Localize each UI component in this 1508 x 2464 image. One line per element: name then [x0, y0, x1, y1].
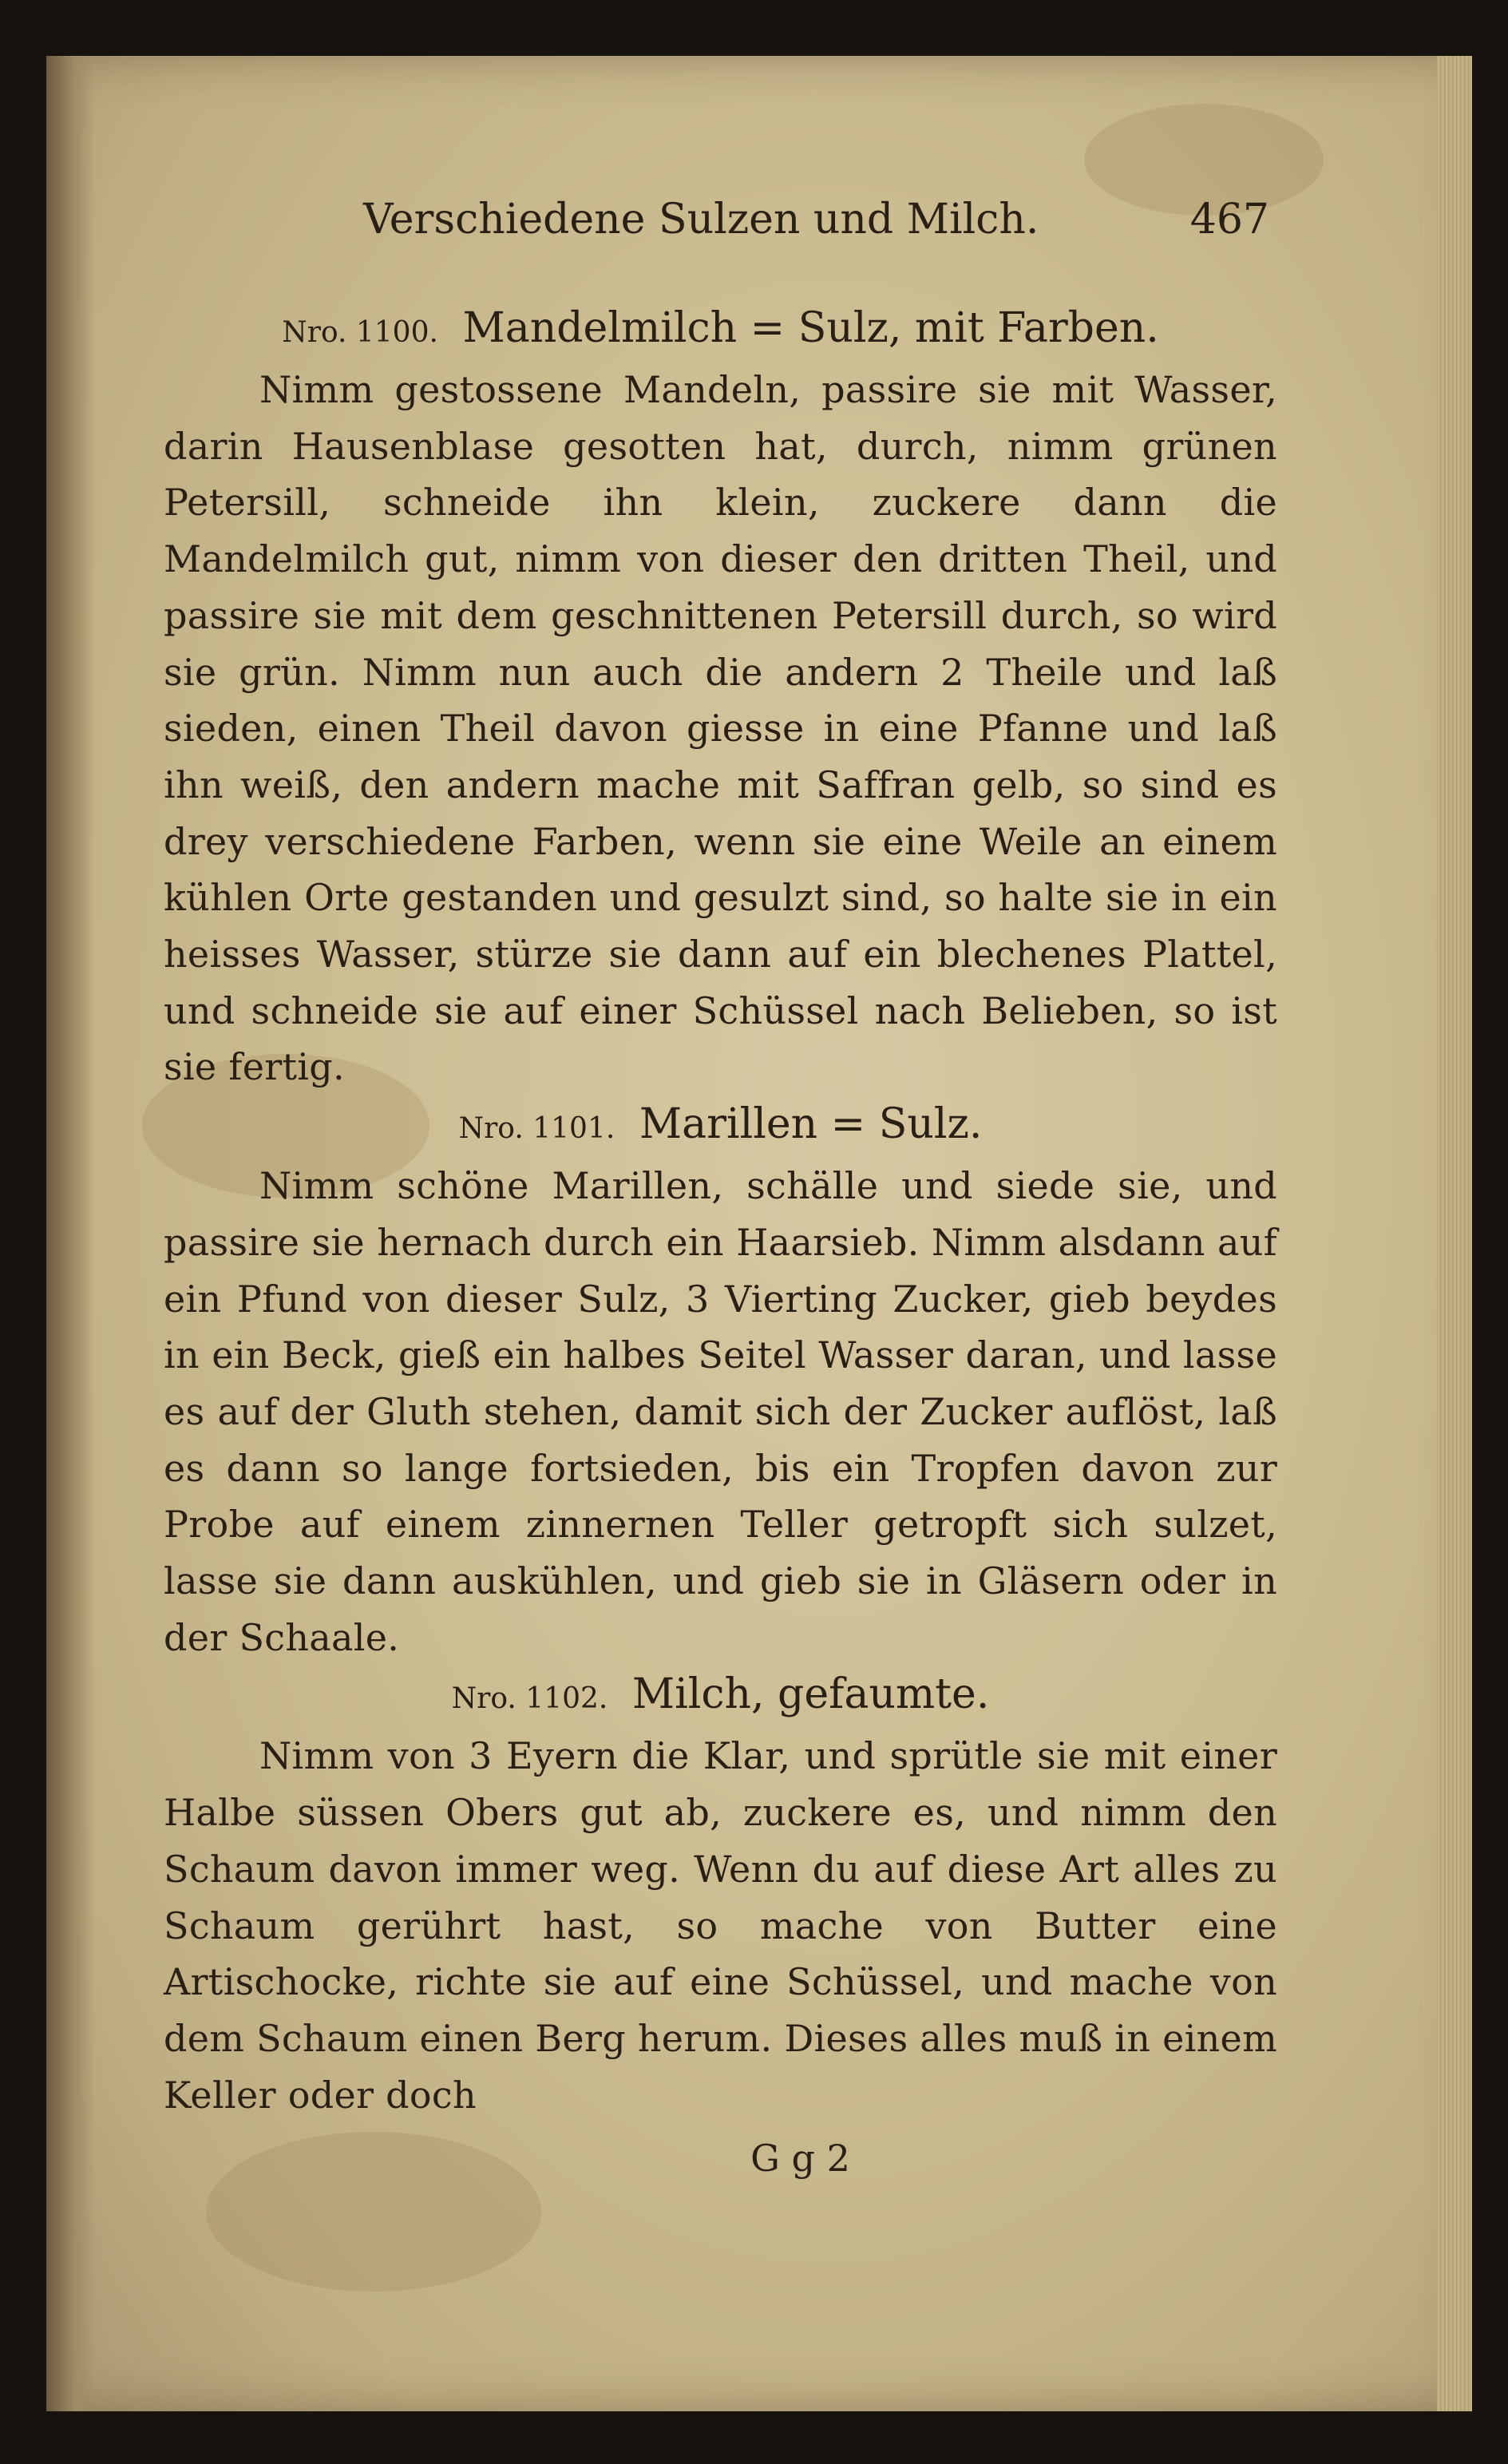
recipe-number: Nro. 1100.	[282, 316, 438, 349]
recipe-number: Nro. 1101.	[458, 1112, 615, 1146]
recipe-text: Nimm schöne Marillen, schälle und siede sie, und passire sie hernach durch ein Haarsieb. Nimm alsdann auf ein Pfund von dieser Sulz, 3 Vierting Zucker, gieb beydes in ein Beck, gieß ein halbes Seitel Wasser daran, und lasse es auf der Gluth stehen, damit sich der Zucker auflöst, laß es dann so lange fortsieden, bis ein Tropfen davon zur Probe auf einem zinnernen Teller getropft sich sulzet, lasse sie dann auskühlen, und gieb sie in Gläsern oder in der Schaale.	[164, 1164, 1277, 1659]
page-gutter	[46, 56, 94, 2411]
recipe-title: Mandelmilch = Sulz, mit Farben.	[462, 304, 1159, 352]
page-text	[164, 188, 1277, 2187]
page-number: 467	[1189, 196, 1269, 244]
recipe-title: Milch, gefaumte.	[631, 1670, 990, 1719]
page-edge	[1437, 56, 1472, 2411]
running-title: Verschiedene Sulzen und Milch.	[363, 196, 1039, 244]
recipe-text: Nimm von 3 Eyern die Klar, und sprütle sie mit einer Halbe süssen Obers gut ab, zuckere es, und nimm den Schaum davon immer weg. Wenn du auf diese Art alles zu Schaum gerührt hast, so mache von Butter eine Artischocke, richte sie auf eine Schüssel, und mache von dem Schaum einen Berg herum. Dieses alles muß in einem Keller oder doch	[164, 1734, 1277, 2117]
recipe-heading	[164, 299, 1277, 362]
recipe-text: Nimm gestossene Mandeln, passire sie mit Wasser, darin Hausenblase gesotten hat, durch, nimm grünen Petersill, schneide ihn klein, zuckere dann die Mandelmilch gut, nimm von dieser den dritten Theil, und passire sie mit dem geschnittenen Petersill durch, so wird sie grün. Nimm nun auch die andern 2 Theile und laß sieden, einen Theil davon giesse in eine Pfanne und laß ihn weiß, den andern mache mit Saffran gelb, so sind es drey verschiedene Farben, wenn sie eine Weile an einem kühlen Orte gestanden und gesulzt sind, so halte sie in ein heisses Wasser, stürze sie dann auf ein blechenes Plattel, und schneide sie auf einer Schüssel nach Belieben, so ist sie fertig.	[164, 368, 1277, 1089]
recipe-heading	[164, 1095, 1277, 1158]
recipe-title: Marillen = Sulz.	[639, 1100, 983, 1149]
recipe-number: Nro. 1102.	[451, 1682, 608, 1716]
recipe-heading	[164, 1666, 1277, 1728]
signature-mark: G g 2	[750, 2137, 850, 2181]
running-header	[164, 188, 1277, 299]
